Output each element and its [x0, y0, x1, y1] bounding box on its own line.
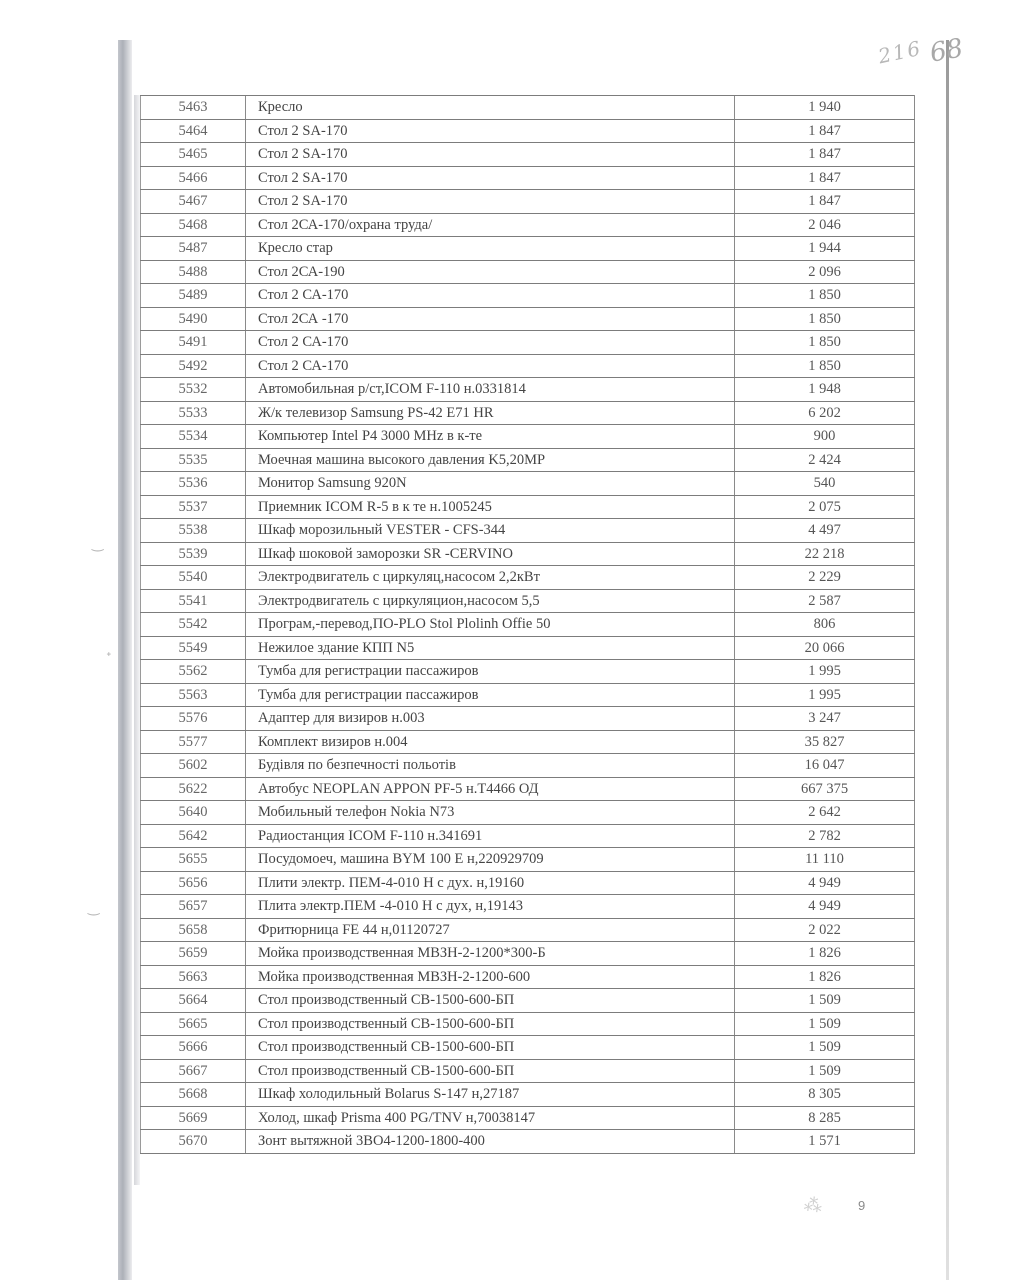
inventory-number-cell: 5668	[141, 1083, 246, 1107]
table-row	[141, 965, 915, 989]
table-row	[141, 777, 915, 801]
item-value-cell: 2 782	[735, 824, 915, 848]
table-row	[141, 848, 915, 872]
inventory-table-body	[141, 96, 915, 1154]
inventory-number-cell: 5468	[141, 213, 246, 237]
item-name-cell: Моечная машина высокого давления K5,20MP	[246, 448, 735, 472]
item-name-cell: Будiвля по безпечностi польотiв	[246, 754, 735, 778]
item-value-cell: 1 995	[735, 660, 915, 684]
item-name-cell: Кресло	[246, 96, 735, 120]
item-value-cell: 4 949	[735, 871, 915, 895]
item-value-cell: 2 587	[735, 589, 915, 613]
table-row	[141, 378, 915, 402]
table-row	[141, 636, 915, 660]
table-row	[141, 472, 915, 496]
inventory-number-cell: 5536	[141, 472, 246, 496]
item-value-cell: 1 850	[735, 354, 915, 378]
item-value-cell: 1 847	[735, 190, 915, 214]
item-value-cell: 1 847	[735, 119, 915, 143]
item-name-cell: Стол 2 СА-170	[246, 331, 735, 355]
item-value-cell: 2 075	[735, 495, 915, 519]
item-value-cell: 20 066	[735, 636, 915, 660]
item-name-cell: Холод, шкаф Prisma 400 PG/TNV н,70038147	[246, 1106, 735, 1130]
binding-shadow	[118, 40, 132, 1280]
item-name-cell: Электродвигатель с циркуляцион,насосом 5,5	[246, 589, 735, 613]
item-value-cell: 1 850	[735, 284, 915, 308]
table-row	[141, 1036, 915, 1060]
inventory-number-cell: 5642	[141, 824, 246, 848]
item-name-cell: Стол 2 SA-170	[246, 143, 735, 167]
item-name-cell: Стол 2 SA-170	[246, 166, 735, 190]
item-value-cell: 16 047	[735, 754, 915, 778]
stamp-scribble-icon: ⁂	[802, 1193, 824, 1218]
table-row	[141, 1106, 915, 1130]
table-row	[141, 707, 915, 731]
inventory-number-cell: 5667	[141, 1059, 246, 1083]
table-row	[141, 683, 915, 707]
item-value-cell: 1 940	[735, 96, 915, 120]
item-name-cell: Стол производственный СВ-1500-600-БП	[246, 1012, 735, 1036]
inventory-number-cell: 5535	[141, 448, 246, 472]
table-row	[141, 354, 915, 378]
inventory-number-cell: 5665	[141, 1012, 246, 1036]
item-value-cell: 3 247	[735, 707, 915, 731]
inventory-number-cell: 5463	[141, 96, 246, 120]
item-value-cell: 1 571	[735, 1130, 915, 1154]
item-name-cell: Стол производственный СВ-1500-600-БП	[246, 989, 735, 1013]
inventory-number-cell: 5491	[141, 331, 246, 355]
inventory-number-cell: 5533	[141, 401, 246, 425]
table-row	[141, 613, 915, 637]
inventory-number-cell: 5538	[141, 519, 246, 543]
item-name-cell: Стол 2 СА-170	[246, 284, 735, 308]
item-name-cell: Стол 2СА-170/охрана труда/	[246, 213, 735, 237]
table-row	[141, 401, 915, 425]
inventory-number-cell: 5488	[141, 260, 246, 284]
item-value-cell: 1 850	[735, 307, 915, 331]
inventory-number-cell: 5490	[141, 307, 246, 331]
table-row	[141, 895, 915, 919]
item-name-cell: Мойка производственная МВЗН-2-1200*300-Б	[246, 942, 735, 966]
inventory-number-cell: 5492	[141, 354, 246, 378]
item-value-cell: 1 847	[735, 143, 915, 167]
inventory-number-cell: 5577	[141, 730, 246, 754]
inventory-number-cell: 5537	[141, 495, 246, 519]
item-value-cell: 35 827	[735, 730, 915, 754]
handwritten-mark-left: 216	[875, 35, 925, 69]
table-row	[141, 660, 915, 684]
margin-tick: ‿	[88, 900, 100, 916]
item-value-cell: 1 509	[735, 1059, 915, 1083]
item-name-cell: Стол 2СА-190	[246, 260, 735, 284]
item-value-cell: 1 948	[735, 378, 915, 402]
item-name-cell: Нежилое здание КПП N5	[246, 636, 735, 660]
item-name-cell: Стол производственный СВ-1500-600-БП	[246, 1036, 735, 1060]
inventory-number-cell: 5602	[141, 754, 246, 778]
item-name-cell: Посудомоеч, машина BYM 100 E н,220929709	[246, 848, 735, 872]
table-row	[141, 495, 915, 519]
item-value-cell: 6 202	[735, 401, 915, 425]
item-name-cell: Комплект визиров н.004	[246, 730, 735, 754]
item-value-cell: 8 285	[735, 1106, 915, 1130]
inventory-number-cell: 5658	[141, 918, 246, 942]
inventory-number-cell: 5563	[141, 683, 246, 707]
item-value-cell: 1 847	[735, 166, 915, 190]
item-name-cell: Стол 2 SA-170	[246, 190, 735, 214]
inventory-number-cell: 5666	[141, 1036, 246, 1060]
inventory-number-cell: 5466	[141, 166, 246, 190]
table-row	[141, 96, 915, 120]
item-name-cell: Шкаф холодильный Bolarus S-147 н,27187	[246, 1083, 735, 1107]
item-name-cell: Тумба для регистрации пассажиров	[246, 660, 735, 684]
table-row	[141, 1012, 915, 1036]
handwritten-mark-right: 68	[927, 33, 966, 69]
inventory-number-cell: 5655	[141, 848, 246, 872]
item-value-cell: 22 218	[735, 542, 915, 566]
margin-tick: ᐩ	[106, 650, 112, 666]
inventory-number-cell: 5576	[141, 707, 246, 731]
item-name-cell: Шкаф морозильный VESTER - CFS-344	[246, 519, 735, 543]
inventory-number-cell: 5659	[141, 942, 246, 966]
item-name-cell: Автобус NEOPLAN APPON PF-5 н.T4466 ОД	[246, 777, 735, 801]
item-value-cell: 1 826	[735, 942, 915, 966]
item-value-cell: 4 949	[735, 895, 915, 919]
inventory-number-cell: 5467	[141, 190, 246, 214]
table-row	[141, 801, 915, 825]
inventory-number-cell: 5539	[141, 542, 246, 566]
table-row	[141, 754, 915, 778]
item-name-cell: Мойка производственная МВЗН-2-1200-600	[246, 965, 735, 989]
item-name-cell: Програм,-перевод,ПО-PLO Stol Plolinh Offie 50	[246, 613, 735, 637]
item-name-cell: Стол производственный СВ-1500-600-БП	[246, 1059, 735, 1083]
item-value-cell: 1 944	[735, 237, 915, 261]
table-row	[141, 542, 915, 566]
item-value-cell: 1 995	[735, 683, 915, 707]
item-name-cell: Приемник ICOM R-5 в к те н.1005245	[246, 495, 735, 519]
table-row	[141, 284, 915, 308]
inventory-number-cell: 5656	[141, 871, 246, 895]
inventory-number-cell: 5540	[141, 566, 246, 590]
item-value-cell: 667 375	[735, 777, 915, 801]
item-name-cell: Адаптер для визиров н.003	[246, 707, 735, 731]
table-row	[141, 824, 915, 848]
item-value-cell: 4 497	[735, 519, 915, 543]
table-row	[141, 566, 915, 590]
item-name-cell: Электродвигатель с циркуляц,насосом 2,2кВт	[246, 566, 735, 590]
item-name-cell: Стол 2СА -170	[246, 307, 735, 331]
page-number: 9	[858, 1198, 866, 1213]
table-row	[141, 1083, 915, 1107]
table-row	[141, 331, 915, 355]
table-row	[141, 871, 915, 895]
table-row	[141, 190, 915, 214]
inventory-number-cell: 5663	[141, 965, 246, 989]
item-name-cell: Компьютер Intel P4 3000 MHz в к-те	[246, 425, 735, 449]
item-name-cell: Монитор Samsung 920N	[246, 472, 735, 496]
inventory-number-cell: 5549	[141, 636, 246, 660]
table-row	[141, 260, 915, 284]
item-name-cell: Стол 2 SA-170	[246, 119, 735, 143]
item-name-cell: Тумба для регистрации пассажиров	[246, 683, 735, 707]
table-row	[141, 918, 915, 942]
item-name-cell: Мобильный телефон Nokia N73	[246, 801, 735, 825]
inventory-number-cell: 5489	[141, 284, 246, 308]
table-row	[141, 237, 915, 261]
table-row	[141, 307, 915, 331]
item-name-cell: Плити электр. ПЕМ-4-010 Н с дух. н,19160	[246, 871, 735, 895]
inventory-number-cell: 5669	[141, 1106, 246, 1130]
inventory-number-cell: 5664	[141, 989, 246, 1013]
item-value-cell: 540	[735, 472, 915, 496]
item-name-cell: Радиостанция ICOM F-110 н.341691	[246, 824, 735, 848]
inventory-table	[140, 95, 915, 1154]
table-row	[141, 213, 915, 237]
item-value-cell: 8 305	[735, 1083, 915, 1107]
item-value-cell: 2 022	[735, 918, 915, 942]
inventory-number-cell: 5657	[141, 895, 246, 919]
inventory-number-cell: 5465	[141, 143, 246, 167]
item-name-cell: Зонт вытяжной 3ВО4-1200-1800-400	[246, 1130, 735, 1154]
inventory-number-cell: 5534	[141, 425, 246, 449]
item-name-cell: Стол 2 СА-170	[246, 354, 735, 378]
table-row	[141, 942, 915, 966]
inventory-number-cell: 5541	[141, 589, 246, 613]
item-value-cell: 1 850	[735, 331, 915, 355]
item-value-cell: 1 826	[735, 965, 915, 989]
item-name-cell: Автомобильная р/ст,ICOM F-110 н.0331814	[246, 378, 735, 402]
item-value-cell: 806	[735, 613, 915, 637]
item-value-cell: 2 046	[735, 213, 915, 237]
table-row	[141, 1059, 915, 1083]
item-value-cell: 900	[735, 425, 915, 449]
margin-tick: ‿	[92, 536, 104, 552]
item-name-cell: Кресло стар	[246, 237, 735, 261]
inventory-number-cell: 5562	[141, 660, 246, 684]
table-row	[141, 519, 915, 543]
table-row	[141, 425, 915, 449]
item-name-cell: Шкаф шоковой заморозки SR -CERVINO	[246, 542, 735, 566]
table-row	[141, 589, 915, 613]
item-value-cell: 2 229	[735, 566, 915, 590]
table-row	[141, 448, 915, 472]
inventory-number-cell: 5487	[141, 237, 246, 261]
table-row	[141, 1130, 915, 1154]
inventory-number-cell: 5640	[141, 801, 246, 825]
table-row	[141, 989, 915, 1013]
inventory-number-cell: 5464	[141, 119, 246, 143]
item-name-cell: Плита электр.ПЕМ -4-010 Н с дух, н,19143	[246, 895, 735, 919]
item-value-cell: 1 509	[735, 1012, 915, 1036]
table-row	[141, 119, 915, 143]
item-name-cell: Фритюрница FE 44 н,01120727	[246, 918, 735, 942]
item-value-cell: 2 424	[735, 448, 915, 472]
item-value-cell: 1 509	[735, 1036, 915, 1060]
table-row	[141, 143, 915, 167]
item-value-cell: 2 096	[735, 260, 915, 284]
item-value-cell: 1 509	[735, 989, 915, 1013]
item-value-cell: 2 642	[735, 801, 915, 825]
table-row	[141, 730, 915, 754]
inventory-number-cell: 5542	[141, 613, 246, 637]
item-value-cell: 11 110	[735, 848, 915, 872]
table-row	[141, 166, 915, 190]
inventory-number-cell: 5622	[141, 777, 246, 801]
inventory-number-cell: 5532	[141, 378, 246, 402]
page-edge-line	[946, 40, 949, 1280]
item-name-cell: Ж/к телевизор Samsung PS-42 E71 HR	[246, 401, 735, 425]
inventory-number-cell: 5670	[141, 1130, 246, 1154]
